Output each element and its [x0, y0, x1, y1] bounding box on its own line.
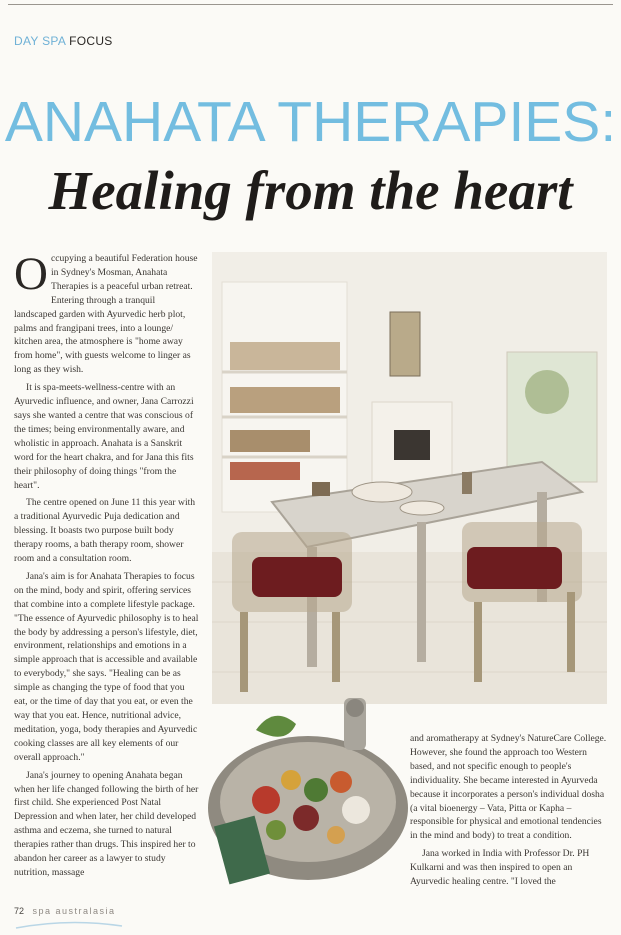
- paragraph-2: It is spa-meets-wellness-centre with an Ayurvedic influence, and owner, Jana Carrozzi says she wanted a centre that was conscious of the times; being environmentally aware, and wholistic in approach. Anahata is a Sanskrit word for the heart chakra, and for Jana this fits their philosophy of doing things "from the heart".: [14, 382, 194, 491]
- article-title: ANAHATA THERAPIES:: [4, 90, 617, 154]
- paragraph-1-text: ccupying a beautiful Federation house in Sydney's Mosman, Anahata Therapies is a peaceful urban retreat. Entering through a tranquil landscaped garden with Ayurvedic herb plot, palms and frangipani trees, into a lounge/ kitchen area, the atmosphere is "home away from home", with guests welcome to linger as long as they wish.: [14, 253, 198, 376]
- brand-swoosh-icon: [14, 918, 124, 932]
- paragraph-6: and aromatherapy at Sydney's NatureCare College. However, she found the approach too Western based, and not specific enough to people's individuality. She became interested in Ayurveda because it incorporates a person's individual dosha (a vital bioenergy – Vata, Pitta or Kapha – responsible for physical and emotional tendencies in the mind and body) to treat a condition.: [410, 733, 607, 842]
- paragraph-3: The centre opened on June 11 this year with a traditional Ayurvedic Puja dedication and blessing. It boasts two purpose built body therapy rooms, a bath therapy room, shower room and a consultation room.: [14, 497, 196, 565]
- top-rule: [8, 4, 613, 5]
- paragraph-4: Jana's aim is for Anahata Therapies to focus on the mind, body and spirit, offering services that combine into a complete lifestyle package. "The essence of Ayurvedic philosophy is to heal the body by addressing a person's lifestyle, diet, environment, relationships and emotions in a simple approach that is accessible and available to everybody," she says. "Healing can be as simple as changing the type of food that you eat, or the time of day that you eat, or even the way that you eat. Hence, nutritional advice, meditation, yoga, body therapies and Ayurvedic cooking classes are all key elements of our overall approach.": [14, 570, 199, 763]
- section-label-light: DAY SPA: [14, 34, 66, 48]
- page-footer: [14, 906, 116, 916]
- paragraph-7: Jana worked in India with Professor Dr. PH Kulkarni and was then inspired to open an Ayurvedic healing centre. "I loved the: [410, 848, 590, 888]
- magazine-brand: spa australasia: [32, 906, 116, 916]
- page-number: 72: [14, 906, 25, 916]
- drop-cap: O: [14, 248, 48, 300]
- paragraph-5: Jana's journey to opening Anahata began when her life changed following the birth of her first child. She experienced Post Natal Depression and when later, her child developed asthma and eczema, she turned to natural therapies rather than drugs. This inspired her to abandon her career as a lawyer to study nutrition, massage: [14, 769, 199, 878]
- column-left: [14, 248, 199, 884]
- ayurvedic-bowl-photo: [196, 690, 408, 912]
- column-right: [410, 732, 610, 893]
- spa-interior-photo: [212, 252, 607, 704]
- section-label-dark: FOCUS: [69, 34, 113, 48]
- section-label: [14, 34, 113, 48]
- article-subtitle: Healing from the heart: [48, 160, 573, 221]
- paragraph-1: [14, 248, 199, 377]
